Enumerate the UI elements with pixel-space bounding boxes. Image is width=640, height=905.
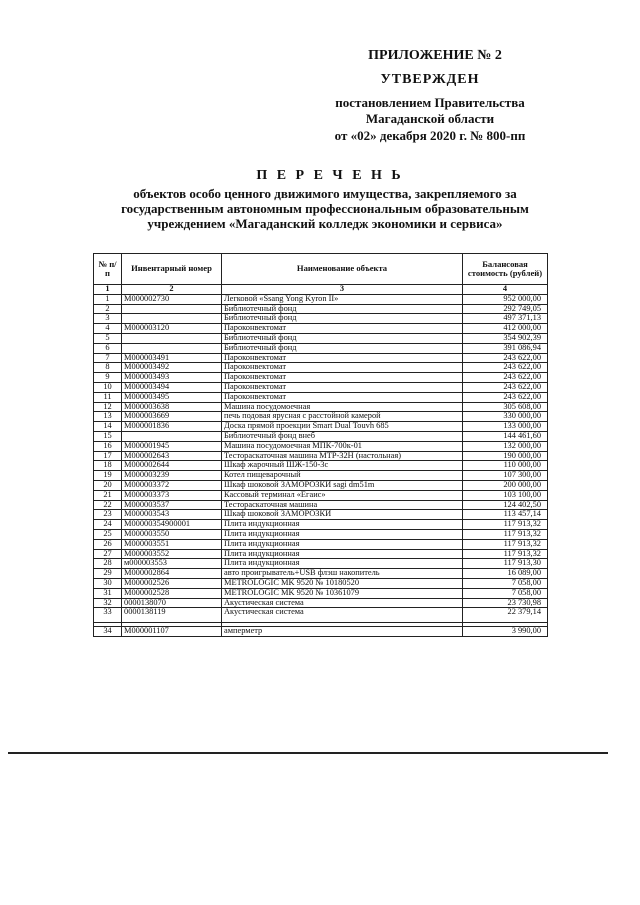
inventory-number: 0000138070 bbox=[122, 598, 222, 608]
object-name: амперметр bbox=[222, 627, 463, 637]
inventory-number: М000002644 bbox=[122, 461, 222, 471]
row-number: 17 bbox=[94, 451, 122, 461]
document-subtitle: объектов особо ценного движимого имущества, закрепляемого за государственным автономным профессиональным образовательным учреждением «Магаданский колледж экономики и сервиса» bbox=[121, 186, 529, 231]
object-name: Пароконвектомат bbox=[222, 353, 463, 363]
object-name: Доска прямой проекции Smart Dual Touvh 685 bbox=[222, 422, 463, 432]
row-number: 18 bbox=[94, 461, 122, 471]
inventory-number: М000001107 bbox=[122, 627, 222, 637]
balance-value: 117 913,32 bbox=[463, 549, 548, 559]
table-row bbox=[94, 333, 548, 343]
table-row bbox=[94, 373, 548, 383]
inventory-number: М000002864 bbox=[122, 569, 222, 579]
inventory-number: М000003492 bbox=[122, 363, 222, 373]
table-row bbox=[94, 461, 548, 471]
object-name: Библиотечный фонд внеб bbox=[222, 431, 463, 441]
object-name: Тестораскаточная машина МТР-32Н (настольная) bbox=[222, 451, 463, 461]
balance-value: 391 086,94 bbox=[463, 343, 548, 353]
inventory-number: М000002643 bbox=[122, 451, 222, 461]
balance-value: 412 000,00 bbox=[463, 324, 548, 334]
inventory-number: М00000354900001 bbox=[122, 520, 222, 530]
inventory-number: М000003120 bbox=[122, 324, 222, 334]
inventory-number: М000002526 bbox=[122, 578, 222, 588]
balance-value: 22 379,14 bbox=[463, 608, 548, 623]
approved-label: УТВЕРЖДЕН bbox=[380, 72, 480, 87]
object-name: METROLOGIC MK 9520 № 10361079 bbox=[222, 588, 463, 598]
inventory-number: М000003239 bbox=[122, 471, 222, 481]
object-name: Пароконвектомат bbox=[222, 373, 463, 383]
table-row bbox=[94, 588, 548, 598]
object-name: Библиотечный фонд bbox=[222, 304, 463, 314]
balance-value: 133 000,00 bbox=[463, 422, 548, 432]
balance-value: 243 622,00 bbox=[463, 353, 548, 363]
row-number: 16 bbox=[94, 441, 122, 451]
table-row bbox=[94, 412, 548, 422]
table-body bbox=[94, 294, 548, 636]
inventory-number: М000001945 bbox=[122, 441, 222, 451]
table-row bbox=[94, 294, 548, 304]
inventory-number: М000003669 bbox=[122, 412, 222, 422]
bottom-divider bbox=[8, 752, 608, 754]
row-number: 21 bbox=[94, 490, 122, 500]
row-number: 32 bbox=[94, 598, 122, 608]
object-name: Плита индукционная bbox=[222, 539, 463, 549]
row-number: 7 bbox=[94, 353, 122, 363]
inventory-number: М000003494 bbox=[122, 382, 222, 392]
column-number: 1 bbox=[94, 285, 122, 295]
object-name: Плита индукционная bbox=[222, 520, 463, 530]
row-number: 4 bbox=[94, 324, 122, 334]
row-number: 19 bbox=[94, 471, 122, 481]
table-row bbox=[94, 471, 548, 481]
inventory-number: М000002730 bbox=[122, 294, 222, 304]
object-name: Библиотечный фонд bbox=[222, 314, 463, 324]
object-name: Плита индукционная bbox=[222, 549, 463, 559]
inventory-number: М000003550 bbox=[122, 529, 222, 539]
balance-value: 305 608,00 bbox=[463, 402, 548, 412]
table-row bbox=[94, 539, 548, 549]
object-name: Машина посудомоечная МПК-700к-01 bbox=[222, 441, 463, 451]
balance-value: 243 622,00 bbox=[463, 392, 548, 402]
inventory-number bbox=[122, 333, 222, 343]
balance-value: 124 402,50 bbox=[463, 500, 548, 510]
approval-line-1: постановлением Правительства bbox=[335, 95, 525, 110]
balance-value: 16 089,00 bbox=[463, 569, 548, 579]
row-number: 30 bbox=[94, 578, 122, 588]
approval-line-3: от «02» декабря 2020 г. № 800-пп bbox=[334, 128, 526, 143]
balance-value: 144 461,60 bbox=[463, 431, 548, 441]
inventory-number: М000003495 bbox=[122, 392, 222, 402]
table-row bbox=[94, 314, 548, 324]
table-row bbox=[94, 392, 548, 402]
row-number: 27 bbox=[94, 549, 122, 559]
header-inventory: Инвентарный номер bbox=[122, 254, 222, 285]
table-row bbox=[94, 500, 548, 510]
object-name: Легковой «Ssang Yong Kyron II» bbox=[222, 294, 463, 304]
row-number: 25 bbox=[94, 529, 122, 539]
inventory-number bbox=[122, 343, 222, 353]
object-name: Плита индукционная bbox=[222, 529, 463, 539]
table-header-row bbox=[94, 254, 548, 285]
inventory-number: М000003493 bbox=[122, 373, 222, 383]
table-row bbox=[94, 598, 548, 608]
table-row bbox=[94, 480, 548, 490]
table-row bbox=[94, 353, 548, 363]
table-row bbox=[94, 451, 548, 461]
row-number: 22 bbox=[94, 500, 122, 510]
object-name: Акустическая система bbox=[222, 608, 463, 623]
header-name: Наименование объекта bbox=[222, 254, 463, 285]
table-row bbox=[94, 490, 548, 500]
row-number: 6 bbox=[94, 343, 122, 353]
column-number: 3 bbox=[222, 285, 463, 295]
column-number: 4 bbox=[463, 285, 548, 295]
header-value: Балансовая стоимость (рублей) bbox=[463, 254, 548, 285]
balance-value: 117 913,32 bbox=[463, 539, 548, 549]
row-number: 28 bbox=[94, 559, 122, 569]
row-number: 9 bbox=[94, 373, 122, 383]
object-name: Библиотечный фонд bbox=[222, 333, 463, 343]
appendix-label: ПРИЛОЖЕНИЕ № 2 bbox=[368, 48, 502, 63]
row-number: 24 bbox=[94, 520, 122, 530]
object-name: печь подовая ярусная с расстойной камерой bbox=[222, 412, 463, 422]
row-number: 10 bbox=[94, 382, 122, 392]
balance-value: 23 730,98 bbox=[463, 598, 548, 608]
object-name: Пароконвектомат bbox=[222, 392, 463, 402]
balance-value: 330 000,00 bbox=[463, 412, 548, 422]
table-row bbox=[94, 608, 548, 623]
row-number: 34 bbox=[94, 627, 122, 637]
column-numbers-row bbox=[94, 285, 548, 295]
header-number: № п/п bbox=[94, 254, 122, 285]
table-row bbox=[94, 441, 548, 451]
balance-value: 952 000,00 bbox=[463, 294, 548, 304]
inventory-number: М000001836 bbox=[122, 422, 222, 432]
row-number: 14 bbox=[94, 422, 122, 432]
balance-value: 113 457,14 bbox=[463, 510, 548, 520]
inventory-number: М000002528 bbox=[122, 588, 222, 598]
object-name: Шкаф шоковой ЗАМОРОЗКИ bbox=[222, 510, 463, 520]
balance-value: 132 000,00 bbox=[463, 441, 548, 451]
table-row bbox=[94, 520, 548, 530]
balance-value: 354 902,39 bbox=[463, 333, 548, 343]
inventory-number: 0000138119 bbox=[122, 608, 222, 623]
balance-value: 292 749,05 bbox=[463, 304, 548, 314]
balance-value: 200 000,00 bbox=[463, 480, 548, 490]
inventory-number: М000003552 bbox=[122, 549, 222, 559]
object-name: Акустическая система bbox=[222, 598, 463, 608]
assets-table bbox=[93, 253, 548, 637]
object-name: Пароконвектомат bbox=[222, 324, 463, 334]
table-row bbox=[94, 578, 548, 588]
row-number: 29 bbox=[94, 569, 122, 579]
row-number: 12 bbox=[94, 402, 122, 412]
object-name: Котел пищеварочный bbox=[222, 471, 463, 481]
row-number: 8 bbox=[94, 363, 122, 373]
row-number: 33 bbox=[94, 608, 122, 623]
balance-value: 243 622,00 bbox=[463, 373, 548, 383]
table-row bbox=[94, 569, 548, 579]
object-name: Библиотечный фонд bbox=[222, 343, 463, 353]
row-number: 20 bbox=[94, 480, 122, 490]
balance-value: 117 913,32 bbox=[463, 529, 548, 539]
row-number: 15 bbox=[94, 431, 122, 441]
table-row bbox=[94, 510, 548, 520]
object-name: авто проигрыватель+USB флэш накопитель bbox=[222, 569, 463, 579]
object-name: METROLOGIC MK 9520 № 10180520 bbox=[222, 578, 463, 588]
table-row bbox=[94, 559, 548, 569]
table-row bbox=[94, 402, 548, 412]
table-row bbox=[94, 304, 548, 314]
table-row bbox=[94, 529, 548, 539]
column-number: 2 bbox=[122, 285, 222, 295]
table-row bbox=[94, 343, 548, 353]
balance-value: 117 913,32 bbox=[463, 520, 548, 530]
table-row bbox=[94, 363, 548, 373]
table-row bbox=[94, 627, 548, 637]
object-name: Плита индукционная bbox=[222, 559, 463, 569]
balance-value: 110 000,00 bbox=[463, 461, 548, 471]
document-title: П Е Р Е Ч Е Н Ь bbox=[256, 168, 404, 183]
balance-value: 243 622,00 bbox=[463, 382, 548, 392]
inventory-number: М000003373 bbox=[122, 490, 222, 500]
inventory-number: М000003551 bbox=[122, 539, 222, 549]
inventory-number bbox=[122, 314, 222, 324]
table-row bbox=[94, 324, 548, 334]
inventory-number: М000003491 bbox=[122, 353, 222, 363]
object-name: Шкаф жарочный ШЖ-150-3с bbox=[222, 461, 463, 471]
table-row bbox=[94, 382, 548, 392]
balance-value: 3 990,00 bbox=[463, 627, 548, 637]
row-number: 2 bbox=[94, 304, 122, 314]
inventory-number: М000003372 bbox=[122, 480, 222, 490]
row-number: 11 bbox=[94, 392, 122, 402]
balance-value: 497 371,13 bbox=[463, 314, 548, 324]
object-name: Пароконвектомат bbox=[222, 363, 463, 373]
balance-value: 117 913,30 bbox=[463, 559, 548, 569]
row-number: 23 bbox=[94, 510, 122, 520]
balance-value: 7 058,00 bbox=[463, 578, 548, 588]
row-number: 26 bbox=[94, 539, 122, 549]
row-number: 31 bbox=[94, 588, 122, 598]
row-number: 3 bbox=[94, 314, 122, 324]
balance-value: 190 000,00 bbox=[463, 451, 548, 461]
object-name: Шкаф шоковой ЗАМОРОЗКИ sagi dm51m bbox=[222, 480, 463, 490]
inventory-number bbox=[122, 304, 222, 314]
inventory-number: М000003543 bbox=[122, 510, 222, 520]
inventory-number: М000003638 bbox=[122, 402, 222, 412]
row-number: 5 bbox=[94, 333, 122, 343]
row-number: 13 bbox=[94, 412, 122, 422]
balance-value: 243 622,00 bbox=[463, 363, 548, 373]
table-row bbox=[94, 549, 548, 559]
balance-value: 103 100,00 bbox=[463, 490, 548, 500]
approval-line-2: Магаданской области bbox=[365, 111, 495, 126]
balance-value: 7 058,00 bbox=[463, 588, 548, 598]
inventory-number: м000003553 bbox=[122, 559, 222, 569]
table-row bbox=[94, 431, 548, 441]
inventory-number bbox=[122, 431, 222, 441]
table-row bbox=[94, 422, 548, 432]
object-name: Пароконвектомат bbox=[222, 382, 463, 392]
balance-value: 107 300,00 bbox=[463, 471, 548, 481]
row-number: 1 bbox=[94, 294, 122, 304]
object-name: Тестораскаточная машина bbox=[222, 500, 463, 510]
object-name: Кассовый терминал «Егаис» bbox=[222, 490, 463, 500]
object-name: Машина посудомоечная bbox=[222, 402, 463, 412]
inventory-number: М000003537 bbox=[122, 500, 222, 510]
